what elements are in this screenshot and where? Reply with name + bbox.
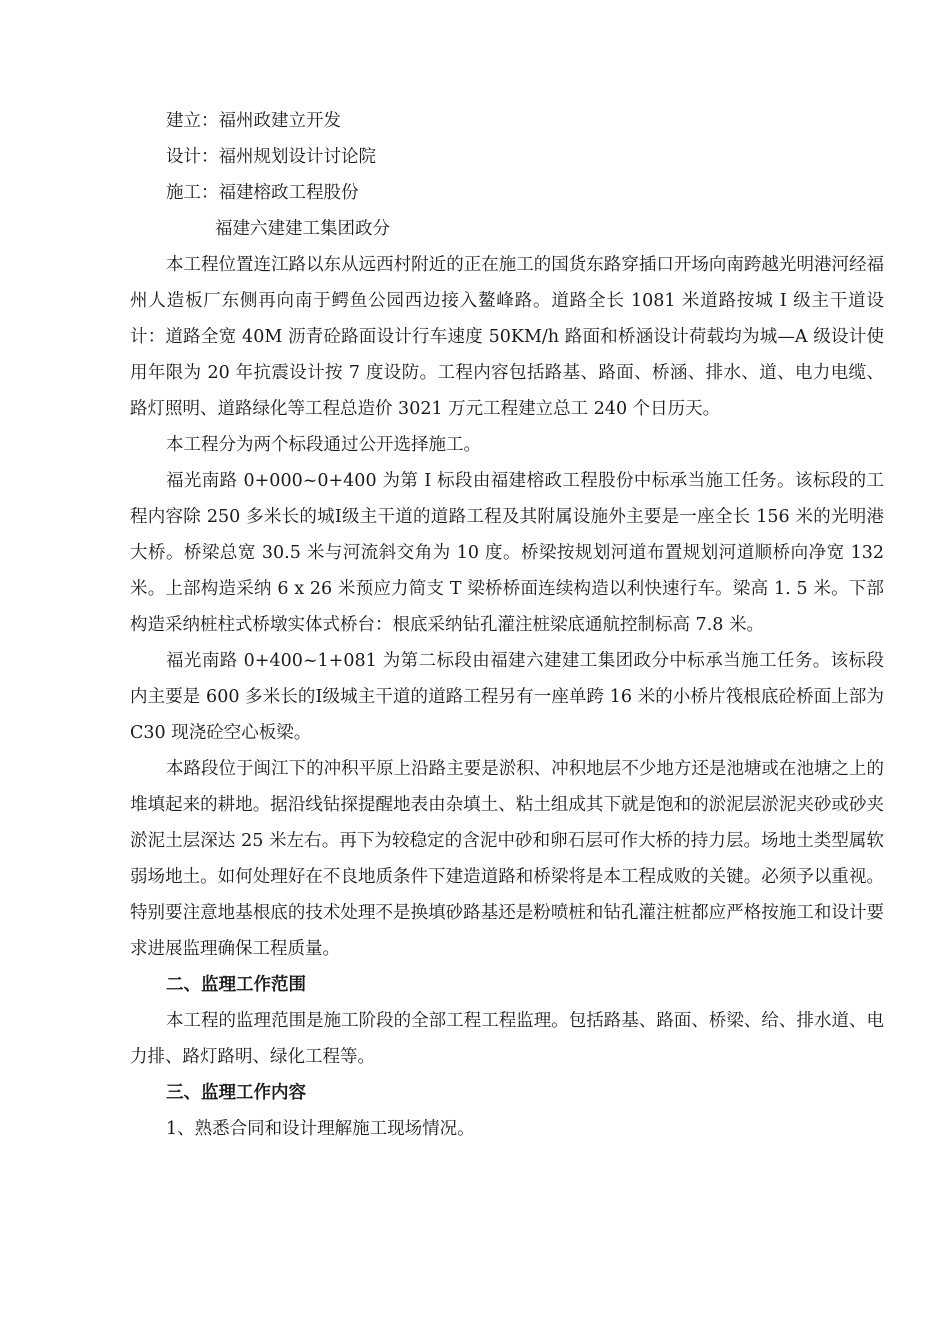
paragraph-tender-sections: 本工程分为两个标段通过公开选择施工。: [166, 435, 481, 455]
list-item-1: 1、熟悉合同和设计理解施工现场情况。: [166, 1119, 475, 1139]
info-line-designer: 设计：福州规划设计讨论院: [166, 147, 376, 167]
paragraph-project-overview: 本工程位置连江路以东从远西村附近的正在施工的国货东路穿插口开场向南跨越光明港河经福州人造板厂东侧再向南于鳄鱼公园西边接入鳌峰路。道路全长 1081 米道路按城 I 级主干道设计：道路全宽 40M 沥青砼路面设计行车速度 50KM/h 路面和桥涵设计荷载均为城—A 级设计使用年限为 20 年抗震设计按 7 度设防。工程内容包括路基、路面、桥涵、排水、道、电力电缆、路灯照明、道路绿化等工程总造价 3021 万元工程建立总工 240 个日历天。: [130, 255, 884, 419]
paragraph-section-1: 福光南路 0+000~0+400 为第 I 标段由福建榕政工程股份中标承当施工任务。该标段的工程内容除 250 多米长的城Ⅰ级主干道的道路工程及其附属设施外主要是一座全长 156 米的光明港大桥。桥梁总宽 30.5 米与河流斜交角为 10 度。桥梁按规划河道布置规划河道顺桥向净宽 132 米。上部构造采纳 6 x 26 米预应力简支 T 梁桥桥面连续构造以利快速行车。梁高 1. 5 米。下部构造采纳桩柱式桥墩实体式桥台：根底采纳钻孔灌注桩梁底通航控制标高 7.8 米。: [130, 471, 884, 635]
info-line-contractor: 施工：福建榕政工程股份: [166, 183, 359, 203]
paragraph-section-2: 福光南路 0+400~1+081 为第二标段由福建六建建工集团政分中标承当施工任务。该标段内主要是 600 多米长的Ⅰ级城主干道的道路工程另有一座单跨 16 米的小桥片筏根底砼桥面上部为 C30 现浇砼空心板梁。: [130, 651, 884, 743]
heading-supervision-content: 三、监理工作内容: [166, 1083, 306, 1103]
paragraph-geology: 本路段位于闽江下的冲积平原上沿路主要是淤积、冲积地层不少地方还是池塘或在池塘之上的堆填起来的耕地。据沿线钻探提醒地表由杂填土、粘土组成其下就是饱和的淤泥层淤泥夹砂或砂夹淤泥土层深达 25 米左右。再下为较稳定的含泥中砂和卵石层可作大桥的持力层。场地土类型属软弱场地土。如何处理好在不良地质条件下建造道路和桥梁将是本工程成败的关键。必须予以重视。特别要注意地基根底的技术处理不是换填砂路基还是粉喷桩和钻孔灌注桩都应严格按施工和设计要求进展监理确保工程质量。: [130, 759, 884, 959]
info-line-owner: 建立：福州政建立开发: [166, 111, 341, 131]
info-line-contractor-2: 福建六建建工集团政分: [215, 219, 390, 239]
paragraph-supervision-scope: 本工程的监理范围是施工阶段的全部工程工程监理。包括路基、路面、桥梁、给、排水道、电力排、路灯路明、绿化工程等。: [130, 1011, 884, 1067]
heading-supervision-scope: 二、监理工作范围: [166, 975, 306, 995]
document-body: [130, 103, 884, 1147]
